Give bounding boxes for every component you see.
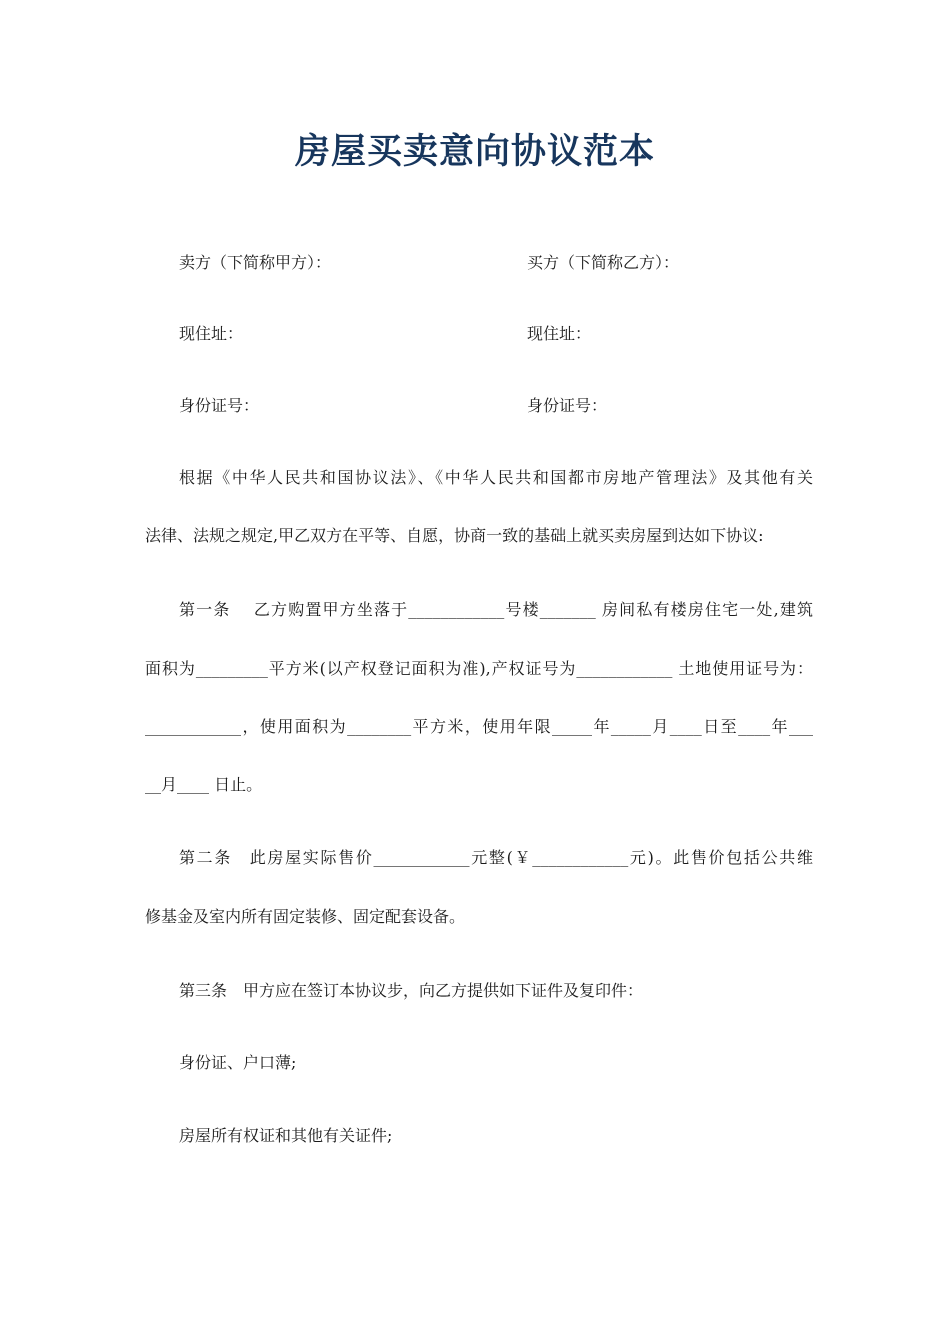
article1-line-2: 面积为_________平方米(以产权登记面积为准),产权证号为____________ 土地使用证号为： [145, 659, 813, 678]
article3-line-1: 第三条 甲方应在签订本协议步，向乙方提供如下证件及复印件： [179, 981, 644, 1000]
seller-label: 卖方（下简称甲方）： [179, 253, 332, 272]
preamble-line-2: 法律、法规之规定,甲乙双方在平等、自愿，协商一致的基础上就买卖房屋到达如下协议: [145, 526, 764, 545]
buyer-label: 买方（下简称乙方）： [527, 253, 680, 272]
buyer-address-label: 现住址： [527, 324, 592, 343]
article1-line-1: 第一条 乙方购置甲方坐落于____________号楼_______ 房间私有楼房住宅一处,建筑 [179, 600, 813, 619]
seller-address-label: 现住址： [179, 324, 244, 343]
article3-item-1: 身份证、户口薄; [179, 1053, 297, 1072]
article3-item-2: 房屋所有权证和其他有关证件; [179, 1126, 393, 1145]
article1-line-3: ____________，使用面积为________平方米，使用年限_____年_____月____日至____年___ [145, 717, 813, 736]
seller-id-label: 身份证号： [179, 396, 260, 415]
article1-line-4: __月____ 日止。 [145, 775, 263, 794]
document-title: 房屋买卖意向协议范本 [294, 132, 655, 172]
article2-line-2: 修基金及室内所有固定装修、固定配套设备。 [145, 907, 466, 926]
preamble-line-1: 根据《中华人民共和国协议法》、《中华人民共和国都市房地产管理法》及其他有关 [179, 468, 813, 487]
article2-line-1: 第二条 此房屋实际售价____________元整(￥____________元)。此售价包括公共维 [179, 848, 813, 867]
buyer-id-label: 身份证号： [527, 396, 608, 415]
